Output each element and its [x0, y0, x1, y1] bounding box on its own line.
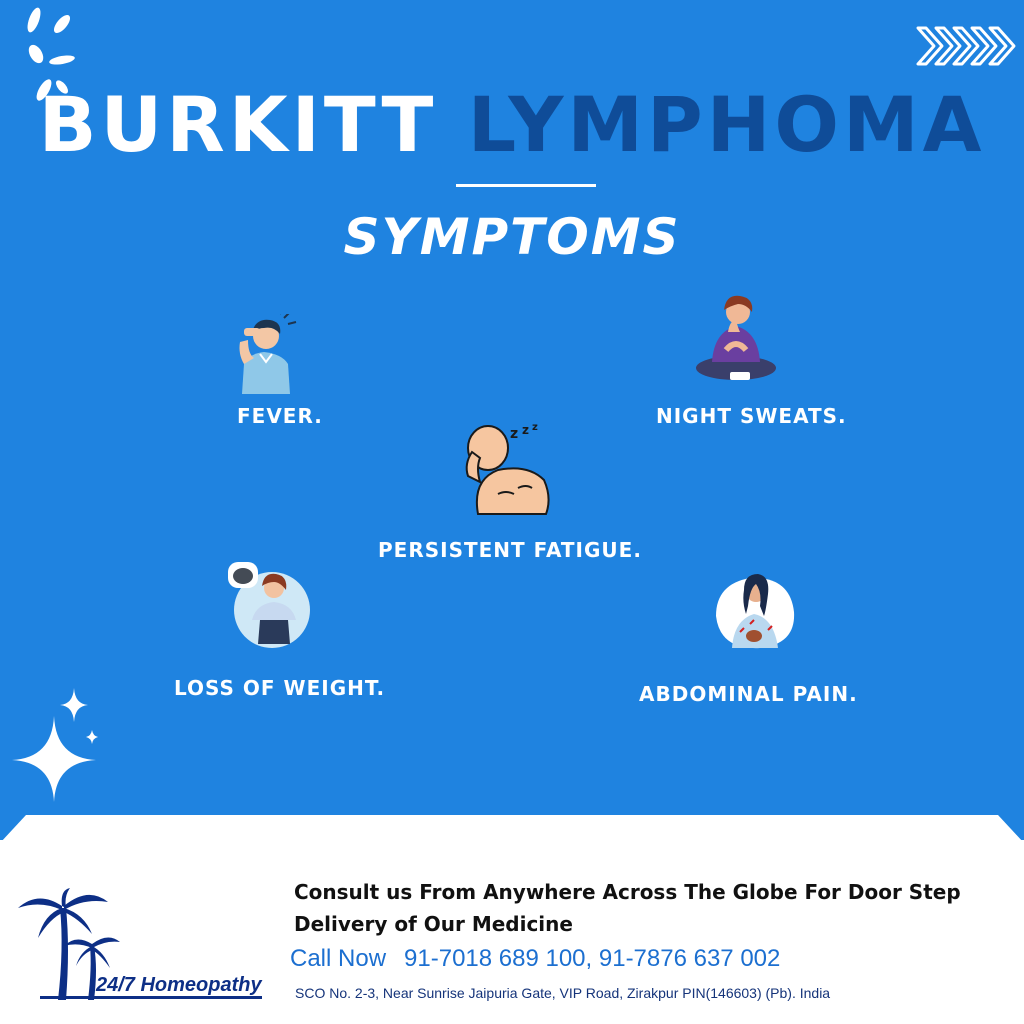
weight-loss-person-icon: [226, 560, 314, 648]
night-sweats-person-icon: [694, 292, 780, 382]
symptom-label-fever: FEVER.: [237, 404, 323, 428]
phone-numbers[interactable]: 91-7018 689 100, 91-7876 637 002: [404, 945, 781, 972]
consult-message: [294, 876, 994, 940]
logo-text: 24/7 Homeopathy: [96, 974, 262, 996]
symptom-label-abdominal-pain: ABDOMINAL PAIN.: [639, 682, 858, 706]
page-title: [0, 80, 1024, 180]
fever-person-icon: [230, 314, 300, 396]
title-divider: [456, 184, 596, 187]
svg-text:z: z: [532, 424, 538, 433]
sleeping-person-icon: [458, 424, 554, 516]
brand-logo: [18, 888, 268, 1004]
consult-line-1: Consult us From Anywhere Across The Globe For Door Step: [294, 880, 961, 904]
svg-text:z: z: [510, 426, 519, 442]
title-burkitt: BURKITT: [38, 80, 438, 169]
address: SCO No. 2-3, Near Sunrise Jaipuria Gate, VIP Road, Zirakpur PIN(146603) (Pb). India: [295, 985, 831, 1001]
consult-line-2: Delivery of Our Medicine: [294, 912, 573, 936]
symptom-label-night-sweats: NIGHT SWEATS.: [656, 404, 847, 428]
call-now-label: Call Now: [290, 945, 387, 972]
svg-text:z: z: [522, 424, 529, 437]
symptom-label-loss-of-weight: LOSS OF WEIGHT.: [174, 676, 386, 700]
title-lymphoma: LYMPHOMA: [467, 80, 986, 169]
symptom-label-persistent-fatigue: PERSISTENT FATIGUE.: [378, 538, 642, 562]
abdominal-pain-person-icon: [710, 566, 800, 652]
chevrons-icon: [914, 24, 1018, 68]
sparkle-stars-icon: [8, 686, 108, 804]
subtitle: SYMPTOMS: [343, 208, 681, 266]
call-now-line: [290, 945, 780, 973]
